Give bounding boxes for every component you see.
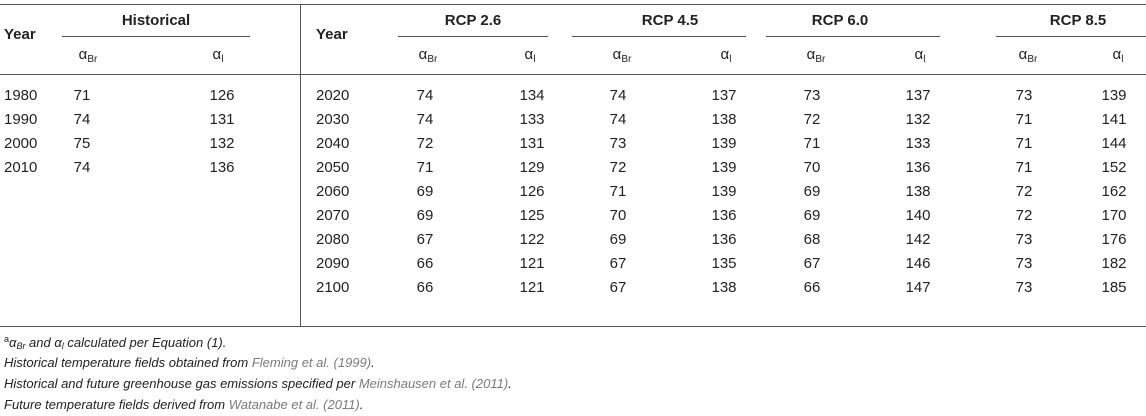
rcp60-alpha-l: 140	[905, 207, 931, 224]
historical-alpha-l: 131	[209, 111, 235, 128]
header-year-future: Year	[316, 26, 348, 43]
rcp45-alpha-br: 67	[609, 255, 627, 272]
rcp85-alpha-l: 139	[1101, 87, 1127, 104]
subheader-alpha-br-historical: $\alpha_{Br}$	[78, 46, 98, 65]
rcp26-alpha-l: 129	[519, 159, 545, 176]
rcp60-alpha-br: 68	[803, 231, 821, 248]
future-year: 2090	[316, 255, 350, 272]
subheader-alpha-br-rcp26: $\alpha_{Br}$	[418, 46, 438, 65]
header-year-historical: Year	[4, 26, 36, 43]
rcp45-alpha-br: 73	[609, 135, 627, 152]
rcp60-alpha-br: 69	[803, 207, 821, 224]
header-underline-rcp26	[398, 36, 548, 37]
rcp26-alpha-br: 66	[416, 279, 434, 296]
header-underline-rcp45	[572, 36, 746, 37]
subheader-alpha-l-rcp60: $\alpha_l$	[914, 46, 926, 65]
rcp60-alpha-l: 142	[905, 231, 931, 248]
rcp26-alpha-l: 122	[519, 231, 545, 248]
subheader-alpha-l-rcp85: $\alpha_l$	[1112, 46, 1124, 65]
subheader-alpha-br-rcp85: $\alpha_{Br}$	[1018, 46, 1038, 65]
rcp60-alpha-br: 66	[803, 279, 821, 296]
rcp85-alpha-l: 185	[1101, 279, 1127, 296]
rcp26-alpha-l: 126	[519, 183, 545, 200]
rcp26-alpha-l: 131	[519, 135, 545, 152]
rcp85-alpha-br: 71	[1015, 159, 1033, 176]
header-underline-historical	[62, 36, 250, 37]
rcp45-alpha-br: 72	[609, 159, 627, 176]
table-bottom-rule	[0, 326, 1146, 327]
rcp60-alpha-br: 71	[803, 135, 821, 152]
historical-alpha-l: 136	[209, 159, 235, 176]
table-divider	[300, 4, 301, 326]
rcp85-alpha-br: 73	[1015, 87, 1033, 104]
header-underline-rcp85	[996, 36, 1146, 37]
reference-link-fleming[interactable]: Fleming et al. (1999)	[251, 355, 372, 370]
rcp45-alpha-l: 139	[711, 159, 737, 176]
table-header-rule	[0, 74, 1146, 75]
header-group-historical: Historical	[121, 12, 191, 29]
rcp60-alpha-l: 136	[905, 159, 931, 176]
rcp26-alpha-l: 134	[519, 87, 545, 104]
historical-alpha-br: 75	[73, 135, 91, 152]
rcp26-alpha-l: 121	[519, 255, 545, 272]
rcp26-alpha-br: 66	[416, 255, 434, 272]
historical-year: 1990	[4, 111, 38, 128]
rcp85-alpha-l: 170	[1101, 207, 1127, 224]
rcp60-alpha-l: 147	[905, 279, 931, 296]
header-group-rcp26: RCP 2.6	[444, 12, 502, 29]
rcp45-alpha-l: 139	[711, 183, 737, 200]
rcp60-alpha-l: 132	[905, 111, 931, 128]
rcp60-alpha-br: 73	[803, 87, 821, 104]
subheader-alpha-l-rcp26: $\alpha_l$	[524, 46, 536, 65]
historical-alpha-br: 71	[73, 87, 91, 104]
rcp45-alpha-l: 137	[711, 87, 737, 104]
footnote-equation: $^a\alpha_{Br}$ and $\alpha_l$ calculated per Equation (1).	[4, 334, 227, 351]
rcp45-alpha-l: 136	[711, 231, 737, 248]
rcp60-alpha-l: 137	[905, 87, 931, 104]
rcp26-alpha-br: 69	[416, 183, 434, 200]
header-group-rcp60: RCP 6.0	[811, 12, 869, 29]
rcp60-alpha-br: 72	[803, 111, 821, 128]
rcp26-alpha-br: 67	[416, 231, 434, 248]
subheader-alpha-l-historical: $\alpha_l$	[212, 46, 224, 65]
future-year: 2030	[316, 111, 350, 128]
rcp45-alpha-br: 67	[609, 279, 627, 296]
subheader-alpha-br-rcp45: $\alpha_{Br}$	[612, 46, 632, 65]
reference-link-watanabe[interactable]: Watanabe et al. (2011)	[228, 397, 360, 412]
rcp45-alpha-l: 139	[711, 135, 737, 152]
rcp26-alpha-l: 133	[519, 111, 545, 128]
footnote-greenhouse-emissions: Historical and future greenhouse gas emissions specified per Meinshausen et al. (2011).	[4, 376, 512, 391]
rcp45-alpha-l: 138	[711, 279, 737, 296]
rcp45-alpha-br: 69	[609, 231, 627, 248]
future-year: 2020	[316, 87, 350, 104]
rcp60-alpha-l: 146	[905, 255, 931, 272]
rcp26-alpha-l: 125	[519, 207, 545, 224]
rcp26-alpha-l: 121	[519, 279, 545, 296]
rcp85-alpha-br: 73	[1015, 255, 1033, 272]
rcp85-alpha-l: 176	[1101, 231, 1127, 248]
rcp45-alpha-br: 71	[609, 183, 627, 200]
rcp85-alpha-l: 141	[1101, 111, 1127, 128]
rcp60-alpha-l: 133	[905, 135, 931, 152]
footnote-historical-temperature: Historical temperature fields obtained from Fleming et al. (1999).	[4, 355, 375, 370]
rcp85-alpha-br: 72	[1015, 183, 1033, 200]
header-group-rcp45: RCP 4.5	[641, 12, 699, 29]
historical-alpha-br: 74	[73, 159, 91, 176]
header-group-rcp85: RCP 8.5	[1049, 12, 1107, 29]
footnote-future-temperature: Future temperature fields derived from Watanabe et al. (2011).	[4, 397, 364, 412]
rcp45-alpha-br: 74	[609, 87, 627, 104]
rcp85-alpha-l: 144	[1101, 135, 1127, 152]
historical-alpha-br: 74	[73, 111, 91, 128]
rcp26-alpha-br: 72	[416, 135, 434, 152]
subheader-alpha-br-rcp60: $\alpha_{Br}$	[806, 46, 826, 65]
rcp45-alpha-l: 138	[711, 111, 737, 128]
rcp26-alpha-br: 74	[416, 111, 434, 128]
rcp85-alpha-l: 162	[1101, 183, 1127, 200]
future-year: 2070	[316, 207, 350, 224]
future-year: 2040	[316, 135, 350, 152]
rcp26-alpha-br: 74	[416, 87, 434, 104]
historical-year: 1980	[4, 87, 38, 104]
rcp60-alpha-br: 70	[803, 159, 821, 176]
rcp85-alpha-br: 71	[1015, 135, 1033, 152]
header-underline-rcp60	[766, 36, 940, 37]
future-year: 2060	[316, 183, 350, 200]
historical-year: 2000	[4, 135, 38, 152]
rcp26-alpha-br: 71	[416, 159, 434, 176]
rcp85-alpha-br: 72	[1015, 207, 1033, 224]
historical-alpha-l: 132	[209, 135, 235, 152]
rcp85-alpha-br: 73	[1015, 279, 1033, 296]
historical-alpha-l: 126	[209, 87, 235, 104]
subheader-alpha-l-rcp45: $\alpha_l$	[720, 46, 732, 65]
rcp60-alpha-l: 138	[905, 183, 931, 200]
historical-year: 2010	[4, 159, 38, 176]
reference-link-meinshausen[interactable]: Meinshausen et al. (2011)	[358, 376, 509, 391]
rcp45-alpha-l: 136	[711, 207, 737, 224]
rcp85-alpha-br: 71	[1015, 111, 1033, 128]
rcp85-alpha-l: 182	[1101, 255, 1127, 272]
rcp45-alpha-br: 74	[609, 111, 627, 128]
rcp45-alpha-br: 70	[609, 207, 627, 224]
rcp26-alpha-br: 69	[416, 207, 434, 224]
future-year: 2100	[316, 279, 350, 296]
future-year: 2050	[316, 159, 350, 176]
rcp85-alpha-br: 73	[1015, 231, 1033, 248]
rcp60-alpha-br: 67	[803, 255, 821, 272]
rcp45-alpha-l: 135	[711, 255, 737, 272]
future-year: 2080	[316, 231, 350, 248]
table-top-rule	[0, 4, 1146, 5]
rcp60-alpha-br: 69	[803, 183, 821, 200]
rcp85-alpha-l: 152	[1101, 159, 1127, 176]
